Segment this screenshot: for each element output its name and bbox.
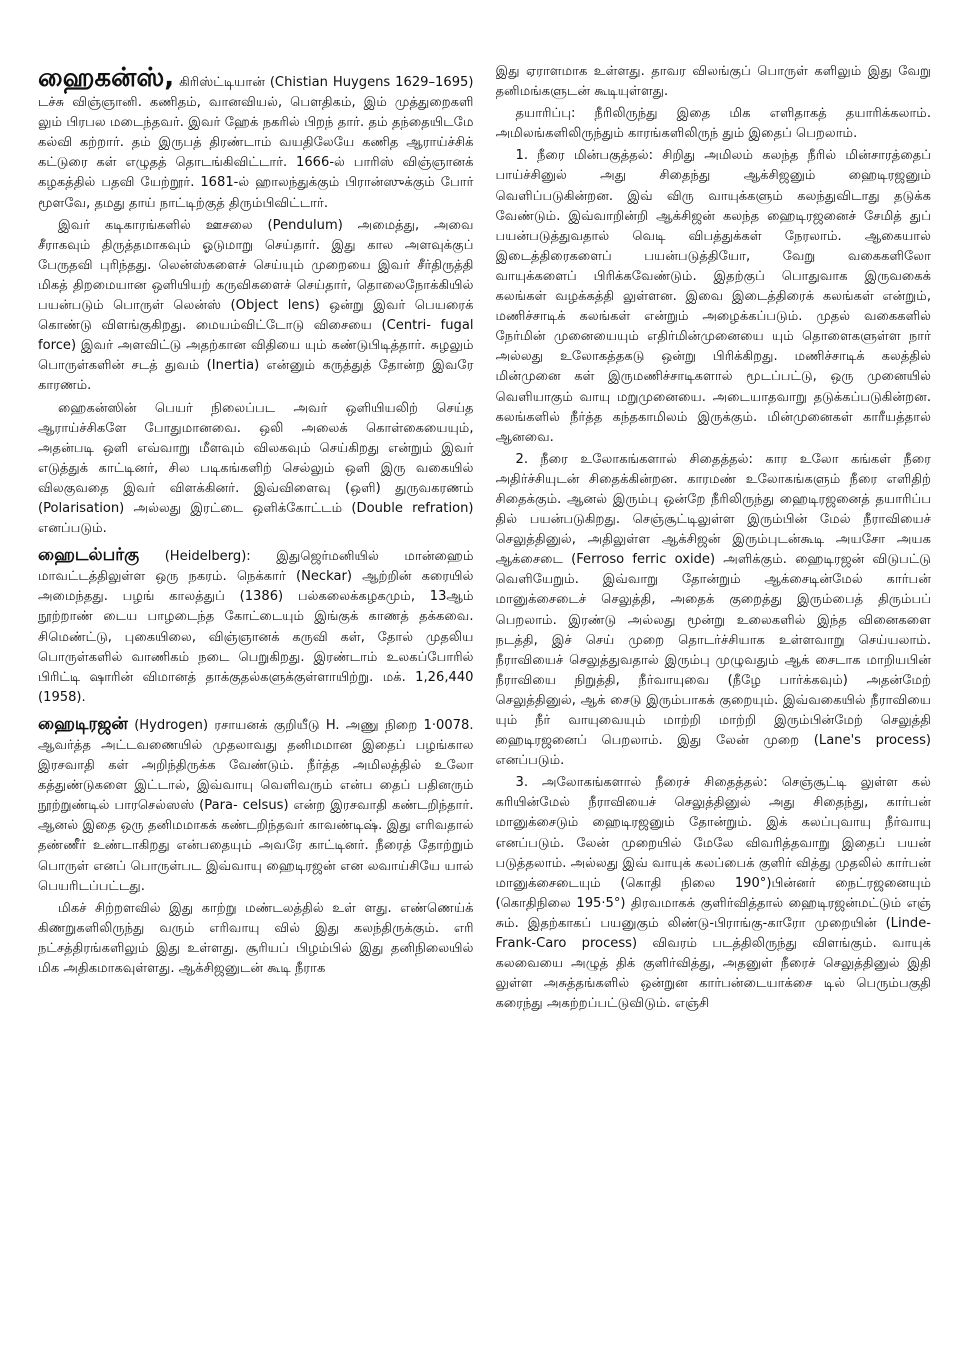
entry-huygens-para-3: ஹைகன்ஸின் பெயர் நிலைப்பட அவர் ஒளியியலிற் செய்த ஆராய்ச்சிகளே போதுமானவை. ஒலி அலைக் கொள்கையையும், அதன்படி ஒளி எவ்வாறு மீளவும் விலகவும் செய்கிறது என்றும் இவர் எடுத்துக் காட்டினர், சில படிகங்களிற் செல்லும் ஒளி இரு வகையில் விலகுவதை இவர் விளக்கினர். இவ்விளைவு (ஒளி) துருவகரணம் (Polarisation) அல்லது இரட்டை ஒளிக்கோட்டம் (Double refration) எனப்படும்.: [38, 400, 474, 537]
right-para-electrolysis: 1. நீரை மின்பகுத்தல்: சிறிது அமிலம் கலந்த நீரில் மின்சாரத்தைப் பாய்ச்சினுல் அது சிதைந்து ஆக்சிஜனும் ஹைடிரஜனும் வெளிப்படுகின்றன. இவ் விரு வாயுக்களும் கலந்துவிடாது தடுக்க வேண்டும். இவ்வாறின்றி ஆக்சிஜன் கலந்த ஹைடிரஜனைச் சேமித் துப் பயன்படுத்துவதால் வெடி விபத்துக்கள் நேரலாம். ஆகையால் இடைத்திரைகளைப் பயன்படுத்தியோ, வேறு வகைகளிலோ வாயுக்களைப் பிரிக்கவேண்டும். இதற்குப் பொதுவாக இருவகைக் கலங்கள் வழக்கத்தி லுள்ளன. இவை இடைத்திரைக் கலங்கள் என்றும், மணிச்சாடிக் கலங்கள் என்றும் அழைக்கப்படும். முதல் வகைகளில் நேர்மின் முனையையும் எதிர்மின்முனையை யும் தொளைகளுள்ள நார் அல்லது உலோகத்தகடு ஒன்று பிரிக்கிறது. மணிச்சாடிக் கலத்தில் மின்முனை கள் இருமணிச்சாடிகளால் மூடப்பட்டு, ஒரு முனையில் வெளியாகும் வாயு மறுமுனையை. அடையாதவாறு தடுக்கப்படுகின்றன. கலங்களில் நீர்த்த கந்தகாமிலம் இருக்கும். மின்முனைகள் காரீயத்தால் ஆனவை.: [495, 148, 931, 445]
headword-heidelberg: ஹைடல்பர்கு: [38, 545, 140, 566]
entry-hydrogen: [38, 714, 474, 979]
headword-hydrogen: ஹைடிரஜன்: [38, 713, 128, 734]
entry-huygens-para-2: இவர் கடிகாரங்களில் ஊசலை (Pendulum) அமைத்து, அவை சீராகவும் திருத்தமாகவும் ஓடுமாறு செய்தார். இது கால அளவுக்குப் பேருதவி புரிந்தது. லென்ஸ்களைச் செய்யும் முறையை இவர் சீர்திருத்தி மிகத் திறமையான ஒளியியற் கருவிகளைச் செய்தார், தொலைநோக்கியில் பயன்படும் பொருள் லென்ஸ் (Object lens) ஒன்று இவர் பெயரைக் கொண்டு விளங்குகிறது. மையம்விட்டோடு விசையை (Centri- fugal force) இவர் அளவிட்டு அதற்கான விதியை யும் கண்டுபிடித்தார். சுழலும் பொருள்களின் சடத் துவம் (Inertia) என்னும் கருத்துத் தோன்ற இவரே காரணம்.: [38, 217, 474, 394]
entry-heidelberg-para-1: (Heidelberg): இதுஜெர்மனியில் மான்ஹைம் மாவட்டத்திலுள்ள ஒரு நகரம். நெக்கார் (Neckar) ஆற்றின் கரையில் அமைந்தது. பழங் காலத்துப் (1386) பல்கலைக்கழகமும், 13ஆம் நூற்றாண் டைய பாழடைந்த கோட்டையும் இங்குக் காணத் தக்கவை. சிமெண்ட்டு, புகையிலை, விஞ்ஞானக் கருவி கள், தோல் முதலிய பொருள்களில் வாணிகம் நடை பெறுகிறது. இரண்டாம் உலகப்போரில் பிரிட்டி ஷாரின் விமானத் தாக்குதல்களுக்குள்ளாயிற்று. மக். 1,26,440 (1958).: [38, 549, 474, 705]
right-para-metals: 2. நீரை உலோகங்களால் சிதைத்தல்: கார உலோ கங்கள் நீரை அதிர்ச்சியுடன் சிதைக்கின்றன. காரமண் உலோகங்களும் நீரை எளிதிற் சிதைக்கும். ஆனல் இரும்பு ஒன்றே நீரிலிருந்து ஹைடிரஜனைத் தயாரிப்ப தில் பயன்படுகிறது. செஞ்சூட்டிலுள்ள இரும்பின் மேல் நீராவியைச் செலுத்தினுல், அதிலுள்ள ஆக்சிஜன் இரும்புடன்கூடி அயசோ அயக ஆக்சைடை (Ferroso ferric oxide) அளிக்கும். ஹைடிரஜன் விடுபட்டு வெளியேறும். இவ்வாறு தோன்றும் ஆக்சைடின்மேல் கார்பன் மானுக்சைடைச் செலுத்தி, அதைக் குறைத்து இரும்பைத் திரும்பப் பெறலாம். இரண்டு அல்லது மூன்று உலைகளில் இந்த வினைகளை நடத்தி, இச் செய் முறை தொடர்ச்சியாக உள்ளவாறு செய்யலாம். நீராவியைச் செலுத்துவதால் இரும்பு முழுவதும் ஆக் சைடாக மாறியபின் நீராவியை நிறுத்தி, நீர்வாயுவை (நீழே பார்க்கவும்) அதன்மேற் செலுத்தினுல், ஆக் சைடு இரும்பாகக் குறையும். இவ்வகையில் நீராவியை யும் நீர் வாயுவையும் மாற்றி மாற்றி இரும்பின்மேற் செலுத்தி ஹைடிரஜனைப் பெறலாம். இது லேன் முறை (Lane's process) எனப்படும்.: [495, 451, 931, 769]
entry-heidelberg: [38, 545, 474, 708]
right-para-nonmetals: 3. அலோகங்களால் நீரைச் சிதைத்தல்: செஞ்சூட்டி லுள்ள கல் கரியின்மேல் நீராவியைச் செலுத்தினுல் அது சிதைந்து, கார்பன் மானுக்சைடும் ஹைடிரஜனும் தோன்றும். இக் கலப்புவாயு நீர்வாயு எனப்படும். லேன் முறையில் மேலே விவரித்தவாறு இதைப் பயன் படுத்தலாம். அல்லது இவ் வாயுக் கலப்பைக் குளிர் வித்து முதலில் கார்பன் மானுக்சைடையும் (கொதி நிலை 190°)பின்னர் நைட்ரஜனையும் (கொதிநிலை 195·5°) திரவமாகக் குளிர்வித்தால் ஹைடிரஜன்மட்டும் எஞ் சும். இதற்காகப் பயனுகும் லிண்டு-பிராங்கு-காரோ முறையின் (Linde-Frank-Caro process) விவரம் படத்திலிருந்து விளங்கும். வாயுக் கலவையை அழுத் திக் குளிர்வித்து, அதனுள் நீரைச் செலுத்தினுல் இதி லுள்ள அசுத்தங்களில் ஒன்றுன கார்பன்டையாக்சை டில் பெரும்பகுதி கரைந்து அகற்றப்பட்டுவிடும். எஞ்சி: [495, 775, 931, 1012]
entry-huygens-para-1: கிரிஸ்ட்டியான் (Chistian Huygens 1629–1695) டச்சு விஞ்ஞானி. கணிதம், வானவியல், பௌதிகம், இம் முத்துறைகளி லும் பிரபல மடைந்தவர். இவர் ஹேக் நகரில் பிறந் தார். தம் தந்தையிடமே கல்வி கற்றார். தம் இருபத் திரண்டாம் வயதிலேயே கணித ஆராய்ச்சிக் கட்டுரை கள் எழுதத் தொடங்கிவிட்டார். 1666-ல் பாரிஸ் விஞ்ஞானக் கழகத்தில் பதவி யேற்றூர். 1681-ல் ஹாலந்துக்கும் பிரான்ஸுக்கும் போர் மூளவே, தமது தாய் நாட்டிற்குத் திரும்பிவிட்டார்.: [38, 75, 474, 211]
right-para-preparation: தயாரிப்பு: நீரிலிருந்து இதை மிக எளிதாகத் தயாரிக்கலாம். அமிலங்களிலிருந்தும் காரங்களிலிருந் தும் இதைப் பெறலாம்.: [495, 106, 931, 142]
two-column-layout: [38, 62, 931, 1340]
left-column: [38, 62, 474, 1340]
entry-hydrogen-para-1: (Hydrogen) ரசாயனக் குறியீடு H. அணு நிறை 1·0078. ஆவர்த்த அட்டவணையில் முதலாவது தனிமமான இதைப் பழங்கால இரசவாதி கள் அறிந்திருக்க வேண்டும். நீர்த்த அமிலத்தில் உலோ கத்துண்டுகளை இட்டால், இவ்வாயு வெளிவரும் என்ப தைப் பதினரும் நூற்றுண்டில் பாரசெல்ஸஸ் (Para- celsus) என்ற இரசவாதி கண்டறிந்தார். ஆனல் இதை ஒரு தனிமமாகக் கண்டறிந்தவர் காவண்டிஷ். இது எரிவதால் தண்ணீர் உண்டாகிறது என்பதையும் அவரே காட்டினர். நீரைத் தோற்றும் பொருள் எனப் பொருள்பட இவ்வாயு ஹைடிரஜன் என லவாய்சியே யால் பெயரிடப்பட்டது.: [38, 717, 474, 894]
right-para-1: இது ஏராளமாக உள்ளது. தாவர விலங்குப் பொருள் களிலும் இது வேறு தனிமங்களுடன் கூடியுள்ளது.: [495, 64, 931, 100]
headword-huygens: ஹைகன்ஸ்,: [38, 63, 175, 93]
entry-hydrogen-para-2: மிகச் சிற்றளவில் இது காற்று மண்டலத்தில் உள் ளது. எண்ணெய்க் கிணறுகளிலிருந்து வரும் எரிவாயு வில் இது கலந்திருக்கும். எரி நட்சத்திரங்களிலும் இது உள்ளது. சூரியப் பிழம்பில் இது தனிநிலையில் மிக அதிகமாகவுள்ளது. ஆக்சிஜனுடன் கூடி நீராக: [38, 900, 474, 977]
right-column: [496, 62, 932, 1340]
entry-huygens: [38, 63, 474, 539]
